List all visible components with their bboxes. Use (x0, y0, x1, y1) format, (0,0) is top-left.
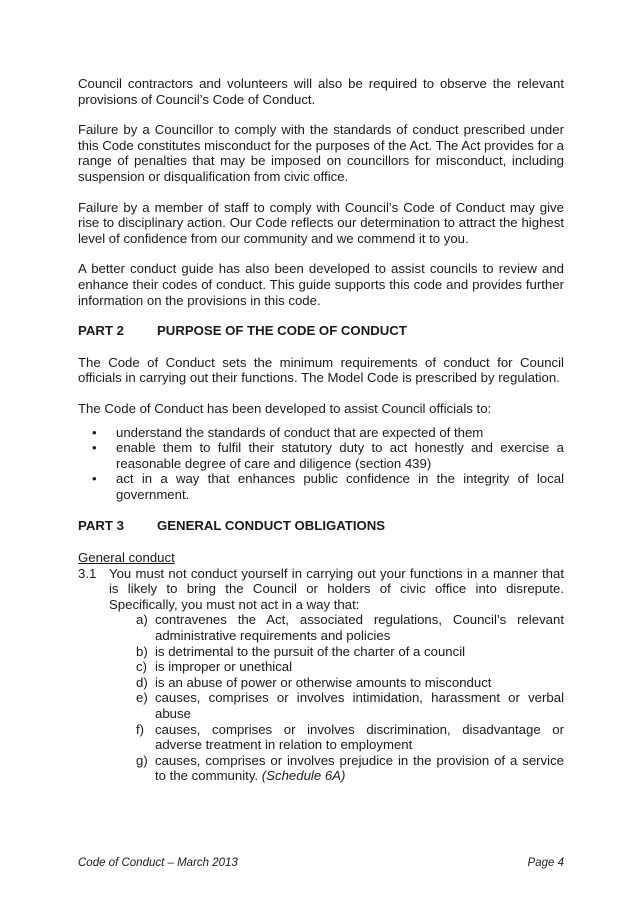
intro-paragraph-4: A better conduct guide has also been developed to assist councils to review and enhance their codes of conduct. This guide supports this code and provides further information on the provisions in this code. (78, 261, 564, 308)
intro-paragraph-2: Failure by a Councillor to comply with the standards of conduct prescribed under this Code constitutes misconduct for the purposes of the Act. The Act provides for a range of penalties that may be imposed on councillors for misconduct, including suspension or disqualification from civic office. (78, 122, 564, 184)
clause-number: 3.1 (78, 565, 97, 581)
intro-paragraph-3: Failure by a member of staff to comply with Council’s Code of Conduct may give rise to disciplinary action. Our Code reflects our determination to attract the highest level of confidence from our community and we commend it to you. (78, 199, 564, 246)
list-item: c) is improper or unethical (136, 659, 293, 675)
list-item: • act in a way that enhances public confidence in the integrity of local government. (92, 471, 564, 502)
part2-number: PART 2 (78, 323, 124, 339)
item-letter: d) (136, 674, 148, 690)
clause-sub-list (78, 612, 564, 784)
part3-title: GENERAL CONDUCT OBLIGATIONS (157, 518, 386, 534)
part2-heading (78, 323, 564, 339)
bullet-icon: • (92, 424, 97, 440)
item-letter: b) (136, 643, 148, 659)
list-item: f) causes, comprises or involves discrimination, disadvantage or adverse treatment in relation to employment (136, 721, 564, 753)
item-letter: e) (136, 690, 148, 706)
item-letter: a) (136, 612, 148, 628)
list-item: a) contravenes the Act, associated regulations, Council’s relevant administrative requirements and policies (136, 612, 564, 644)
part3-number: PART 3 (78, 518, 124, 534)
part3-heading (78, 518, 564, 534)
document-page (78, 76, 564, 784)
bullet-icon: • (92, 440, 97, 456)
part2-title: PURPOSE OF THE CODE OF CONDUCT (157, 323, 407, 339)
bullet-icon: • (92, 471, 97, 487)
intro-paragraph-1: Council contractors and volunteers will also be required to observe the relevant provisions of Council’s Code of Conduct. (78, 76, 564, 107)
list-item: • understand the standards of conduct that are expected of them (92, 424, 484, 440)
item-letter: c) (136, 659, 147, 675)
footer-document-title: Code of Conduct – March 2013 (78, 857, 238, 869)
page-footer (78, 857, 564, 869)
list-item: b) is detrimental to the pursuit of the charter of a council (136, 643, 466, 659)
part2-paragraph-1: The Code of Conduct sets the minimum requirements of conduct for Council officials in carrying out their functions. The Model Code is prescribed by regulation. (78, 354, 564, 386)
part2-bullet-list (78, 425, 564, 503)
list-item: d) is an abuse of power or otherwise amounts to misconduct (136, 674, 492, 690)
clause-3-1 (78, 566, 564, 613)
list-item: • enable them to fulfil their statutory duty to act honestly and exercise a reasonable degree of care and diligence (section 439) (92, 440, 564, 471)
footer-page-number: Page 4 (527, 857, 564, 869)
item-letter: g) (136, 752, 148, 768)
list-item: e) causes, comprises or involves intimidation, harassment or verbal abuse (136, 690, 564, 721)
clause-text: You must not conduct yourself in carrying out your functions in a manner that is likely to bring the Council or holders of civic office into disrepute. Specifically, you must not act in a way that: (109, 565, 564, 612)
schedule-note: (Schedule 6A) (261, 768, 346, 784)
item-letter: f) (136, 721, 145, 737)
list-item: g) causes, comprises or involves prejudice in the provision of a service to the community. (Schedule 6A) (136, 752, 564, 784)
general-conduct-subheading: General conduct (78, 550, 175, 566)
part2-paragraph-2: The Code of Conduct has been developed to assist Council officials to: (78, 400, 492, 416)
